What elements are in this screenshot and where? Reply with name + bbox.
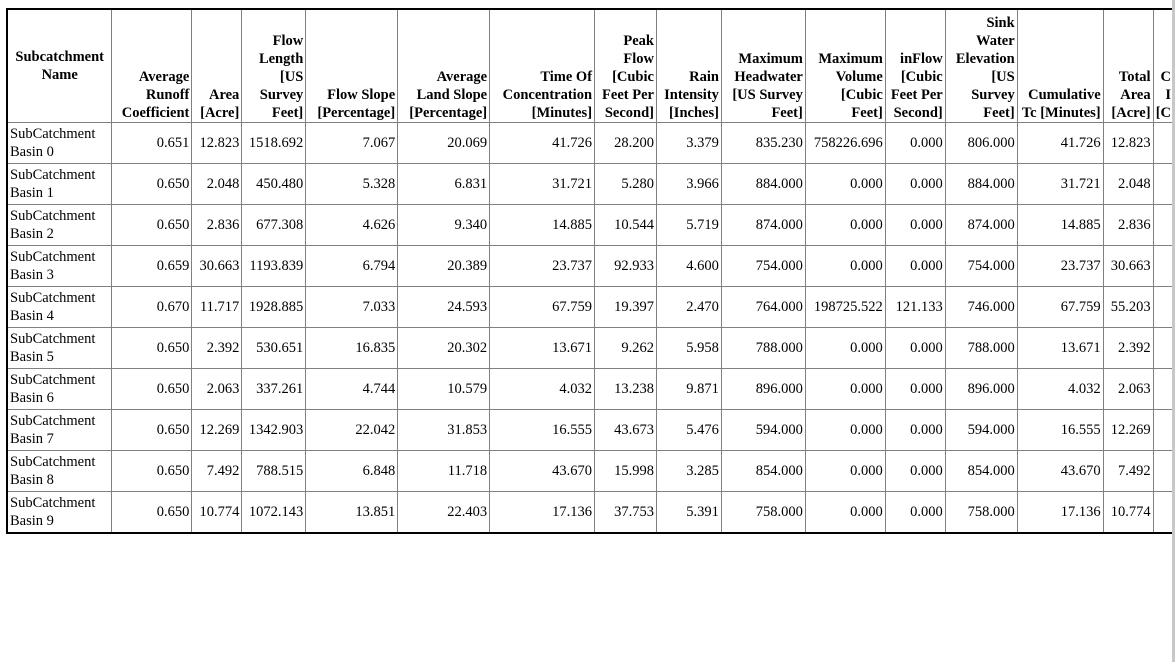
subcatchment-name-cell: SubCatchment Basin 7	[7, 410, 112, 451]
table-cell	[1153, 164, 1174, 205]
subcatchment-name-cell: SubCatchment Basin 1	[7, 164, 112, 205]
column-header: C I [C	[1153, 9, 1174, 123]
table-cell: 7.492	[1103, 451, 1153, 492]
table-cell: 758226.696	[805, 123, 885, 164]
table-cell: 55.203	[1103, 287, 1153, 328]
table-cell: 22.403	[398, 492, 490, 534]
table-cell: 4.032	[490, 369, 595, 410]
subcatchment-name-cell: SubCatchment Basin 4	[7, 287, 112, 328]
table-row	[7, 492, 1174, 534]
table-cell: 874.000	[721, 205, 805, 246]
table-cell: 2.392	[192, 328, 242, 369]
table-cell: 874.000	[945, 205, 1017, 246]
table-row	[7, 246, 1174, 287]
table-cell: 16.555	[1017, 410, 1103, 451]
column-header: Maximum Headwater [US Survey Feet]	[721, 9, 805, 123]
table-cell: 43.670	[490, 451, 595, 492]
table-cell	[1153, 369, 1174, 410]
table-cell: 2.392	[1103, 328, 1153, 369]
table-cell: 0.000	[885, 451, 945, 492]
table-cell: 896.000	[945, 369, 1017, 410]
subcatchment-name-cell: SubCatchment Basin 3	[7, 246, 112, 287]
table-cell: 594.000	[945, 410, 1017, 451]
table-cell: 0.000	[805, 205, 885, 246]
column-header: Average Land Slope [Percentage]	[398, 9, 490, 123]
table-cell: 4.626	[306, 205, 398, 246]
table-cell	[1153, 123, 1174, 164]
table-row	[7, 287, 1174, 328]
table-cell: 9.340	[398, 205, 490, 246]
table-cell: 3.285	[656, 451, 721, 492]
subcatchment-name-cell: SubCatchment Basin 6	[7, 369, 112, 410]
table-cell: 5.476	[656, 410, 721, 451]
table-cell: 30.663	[1103, 246, 1153, 287]
table-cell: 4.032	[1017, 369, 1103, 410]
column-header: inFlow [Cubic Feet Per Second]	[885, 9, 945, 123]
table-cell: 2.048	[1103, 164, 1153, 205]
column-header: Flow Slope [Percentage]	[306, 9, 398, 123]
table-cell: 754.000	[721, 246, 805, 287]
table-cell: 835.230	[721, 123, 805, 164]
table-cell: 0.000	[885, 492, 945, 534]
table-cell: 67.759	[490, 287, 595, 328]
table-cell: 9.262	[595, 328, 657, 369]
table-cell: 788.515	[242, 451, 306, 492]
column-header: Time Of Concentration [Minutes]	[490, 9, 595, 123]
table-cell: 2.836	[1103, 205, 1153, 246]
table-row	[7, 205, 1174, 246]
table-cell: 0.000	[885, 205, 945, 246]
table-cell: 41.726	[490, 123, 595, 164]
table-cell: 20.389	[398, 246, 490, 287]
table-cell	[1153, 205, 1174, 246]
table-cell: 17.136	[490, 492, 595, 534]
table-cell: 31.853	[398, 410, 490, 451]
table-cell: 1518.692	[242, 123, 306, 164]
table-cell: 24.593	[398, 287, 490, 328]
table-cell: 13.238	[595, 369, 657, 410]
column-header: Sink Water Elevation [US Survey Feet]	[945, 9, 1017, 123]
table-cell: 22.042	[306, 410, 398, 451]
table-cell: 0.650	[112, 328, 192, 369]
table-cell: 2.063	[1103, 369, 1153, 410]
table-cell: 20.302	[398, 328, 490, 369]
table-cell: 854.000	[945, 451, 1017, 492]
table-cell: 5.391	[656, 492, 721, 534]
table-cell: 11.717	[192, 287, 242, 328]
table-cell: 758.000	[945, 492, 1017, 534]
table-cell: 2.836	[192, 205, 242, 246]
table-cell: 67.759	[1017, 287, 1103, 328]
table-cell	[1153, 451, 1174, 492]
table-cell: 2.063	[192, 369, 242, 410]
table-cell: 13.671	[1017, 328, 1103, 369]
table-cell: 10.544	[595, 205, 657, 246]
table-cell: 5.280	[595, 164, 657, 205]
table-cell: 12.823	[1103, 123, 1153, 164]
subcatchment-name-cell: SubCatchment Basin 9	[7, 492, 112, 534]
table-cell	[1153, 410, 1174, 451]
table-cell: 2.470	[656, 287, 721, 328]
subcatchment-name-cell: SubCatchment Basin 2	[7, 205, 112, 246]
table-cell: 5.719	[656, 205, 721, 246]
table-cell: 9.871	[656, 369, 721, 410]
table-cell: 16.555	[490, 410, 595, 451]
subcatchment-name-cell: SubCatchment Basin 8	[7, 451, 112, 492]
table-cell: 10.579	[398, 369, 490, 410]
table-cell: 31.721	[1017, 164, 1103, 205]
table-cell: 43.673	[595, 410, 657, 451]
table-cell: 10.774	[1103, 492, 1153, 534]
table-cell: 31.721	[490, 164, 595, 205]
table-row	[7, 410, 1174, 451]
table-cell: 13.851	[306, 492, 398, 534]
table-cell: 5.328	[306, 164, 398, 205]
column-header: Rain Intensity [Inches]	[656, 9, 721, 123]
table-cell: 0.000	[805, 492, 885, 534]
table-cell: 0.670	[112, 287, 192, 328]
table-cell: 6.831	[398, 164, 490, 205]
header-row	[7, 9, 1174, 123]
table-cell: 337.261	[242, 369, 306, 410]
subcatchment-name-cell: SubCatchment Basin 0	[7, 123, 112, 164]
table-cell: 1072.143	[242, 492, 306, 534]
table-cell: 0.000	[885, 328, 945, 369]
table-cell: 0.000	[885, 123, 945, 164]
table-cell: 30.663	[192, 246, 242, 287]
table-cell: 2.048	[192, 164, 242, 205]
table-cell: 17.136	[1017, 492, 1103, 534]
table-cell: 896.000	[721, 369, 805, 410]
table-cell: 0.650	[112, 410, 192, 451]
table-cell	[1153, 328, 1174, 369]
table-cell: 0.650	[112, 205, 192, 246]
table-cell: 746.000	[945, 287, 1017, 328]
table-cell: 758.000	[721, 492, 805, 534]
table-cell: 23.737	[490, 246, 595, 287]
table-cell: 92.933	[595, 246, 657, 287]
table-cell: 5.958	[656, 328, 721, 369]
table-cell: 1193.839	[242, 246, 306, 287]
table-cell: 806.000	[945, 123, 1017, 164]
table-cell: 6.794	[306, 246, 398, 287]
table-cell: 764.000	[721, 287, 805, 328]
column-header: Flow Length [US Survey Feet]	[242, 9, 306, 123]
table-cell: 20.069	[398, 123, 490, 164]
table-cell: 0.650	[112, 164, 192, 205]
table-cell	[1153, 492, 1174, 534]
table-cell: 884.000	[945, 164, 1017, 205]
table-cell: 7.033	[306, 287, 398, 328]
table-row	[7, 123, 1174, 164]
table-cell: 198725.522	[805, 287, 885, 328]
table-cell: 13.671	[490, 328, 595, 369]
table-cell: 10.774	[192, 492, 242, 534]
column-header: Average Runoff Coefficient	[112, 9, 192, 123]
table-cell: 854.000	[721, 451, 805, 492]
table-cell: 0.659	[112, 246, 192, 287]
table-cell: 6.848	[306, 451, 398, 492]
table-cell: 0.650	[112, 492, 192, 534]
table-cell: 0.000	[885, 164, 945, 205]
table-cell: 594.000	[721, 410, 805, 451]
table-cell: 14.885	[1017, 205, 1103, 246]
subcatchment-name-cell: SubCatchment Basin 5	[7, 328, 112, 369]
column-header: Cumulative Tc [Minutes]	[1017, 9, 1103, 123]
table-body	[7, 123, 1174, 534]
table-cell: 0.000	[805, 328, 885, 369]
table-row	[7, 328, 1174, 369]
table-cell: 19.397	[595, 287, 657, 328]
table-cell: 0.000	[885, 369, 945, 410]
table-cell: 16.835	[306, 328, 398, 369]
table-cell: 41.726	[1017, 123, 1103, 164]
table-cell: 28.200	[595, 123, 657, 164]
table-cell: 788.000	[721, 328, 805, 369]
table-cell: 121.133	[885, 287, 945, 328]
table-cell: 0.000	[805, 246, 885, 287]
column-header: Area [Acre]	[192, 9, 242, 123]
table-cell: 754.000	[945, 246, 1017, 287]
column-header: Total Area [Acre]	[1103, 9, 1153, 123]
table-cell: 0.000	[805, 410, 885, 451]
table-cell: 23.737	[1017, 246, 1103, 287]
table-cell: 14.885	[490, 205, 595, 246]
table-cell: 0.000	[805, 369, 885, 410]
table-cell: 0.000	[805, 451, 885, 492]
table-row	[7, 451, 1174, 492]
table-cell: 11.718	[398, 451, 490, 492]
subcatchment-report-table	[6, 8, 1175, 534]
table-cell: 0.000	[885, 246, 945, 287]
table-cell: 12.269	[192, 410, 242, 451]
table-cell: 3.379	[656, 123, 721, 164]
table-cell: 4.744	[306, 369, 398, 410]
table-cell: 12.823	[192, 123, 242, 164]
table-row	[7, 164, 1174, 205]
column-header: Peak Flow [Cubic Feet Per Second]	[595, 9, 657, 123]
table-cell: 7.492	[192, 451, 242, 492]
table-cell: 0.651	[112, 123, 192, 164]
table-cell: 3.966	[656, 164, 721, 205]
table-cell: 7.067	[306, 123, 398, 164]
table-cell: 884.000	[721, 164, 805, 205]
table-cell: 12.269	[1103, 410, 1153, 451]
table-cell	[1153, 287, 1174, 328]
table-cell: 0.650	[112, 451, 192, 492]
column-header: Subcatchment Name	[7, 9, 112, 123]
table-cell	[1153, 246, 1174, 287]
table-cell: 1928.885	[242, 287, 306, 328]
table-row	[7, 369, 1174, 410]
table-cell: 788.000	[945, 328, 1017, 369]
table-cell: 0.650	[112, 369, 192, 410]
table-cell: 530.651	[242, 328, 306, 369]
table-cell: 1342.903	[242, 410, 306, 451]
table-cell: 450.480	[242, 164, 306, 205]
column-header: Maximum Volume [Cubic Feet]	[805, 9, 885, 123]
table-cell: 4.600	[656, 246, 721, 287]
table-cell: 43.670	[1017, 451, 1103, 492]
table-cell: 0.000	[885, 410, 945, 451]
table-cell: 677.308	[242, 205, 306, 246]
table-cell: 15.998	[595, 451, 657, 492]
table-cell: 37.753	[595, 492, 657, 534]
table-cell: 0.000	[805, 164, 885, 205]
